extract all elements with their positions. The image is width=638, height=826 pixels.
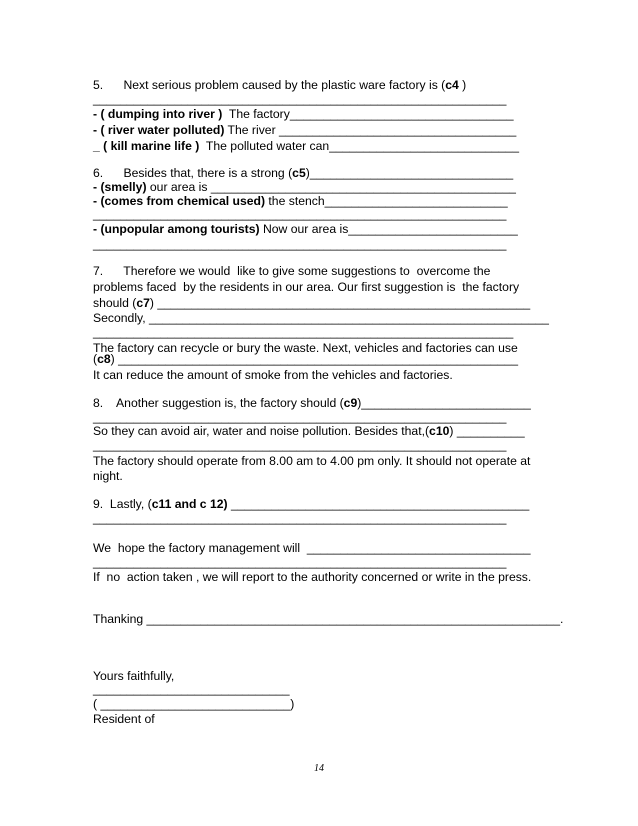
q8-blank-1: _____________________________________________________________ [93, 410, 507, 424]
q8-prompt: 8. Another suggestion is, the factory should ( [93, 396, 344, 410]
q8-blank-2: _____________________________________________________________ [93, 438, 507, 452]
q7-line-4: Secondly, ___________________________________________________________ [93, 311, 549, 325]
q7-blank-1: ______________________________________________________________ [93, 325, 514, 339]
q5-line-2 [93, 107, 514, 121]
q6-line-1 [93, 166, 513, 180]
name-line: ( ____________________________) [93, 697, 295, 711]
hope-blank: _____________________________________________________________ [93, 555, 507, 569]
q6-point-2: - (comes from chemical used) [93, 194, 266, 208]
q5-line-4 [93, 139, 519, 153]
q5-blank-2: The factory_________________________________ [225, 107, 514, 121]
q6-point-1: - (smelly) [93, 180, 147, 194]
q7-code-c7: c7 [136, 296, 150, 310]
q7-should: should ( [93, 296, 137, 310]
q8-line-1 [93, 396, 531, 410]
q9-blank-1: ____________________________________________ [227, 497, 530, 511]
q6-point-3: - (unpopular among tourists) [93, 222, 260, 236]
resident-of: Resident of [93, 712, 155, 726]
q5-point-1: - ( dumping into river ) [93, 107, 226, 121]
q6-blank-1: _____________________________________________________________ [93, 207, 507, 221]
q7-blank-c8: ) ___________________________________________________________ [110, 352, 518, 366]
q6-prompt: 6. Besides that, there is a strong ( [93, 166, 293, 180]
q6-blank-4: Now our area is_________________________ [259, 222, 518, 236]
q5-blank-1: _____________________________________________________________ [93, 92, 507, 106]
q9-code: c11 and c 12) [151, 497, 228, 511]
q8-avoid-text: So they can avoid air, water and noise pollution. Besides that,( [93, 424, 430, 438]
q6-line-2 [93, 180, 516, 194]
yours-faithfully: Yours faithfully, [93, 669, 175, 683]
thanking-line: Thanking _____________________________________________________________. [93, 612, 564, 626]
q5-prompt-end: ) [458, 78, 467, 92]
q7-code-c8: c8 [97, 352, 111, 366]
hope-line: We hope the factory management will _________________________________ [93, 541, 531, 555]
q5-line-3 [93, 123, 516, 137]
q5-blank-4: The polluted water can____________________________ [202, 139, 519, 153]
q9-blank-2: _____________________________________________________________ [93, 511, 507, 525]
q9-prompt: 9. Lastly, ( [93, 497, 152, 511]
q6-line-3 [93, 194, 508, 208]
q7-line-6: The factory can recycle or bury the waste. Next, vehicles and factories can use [93, 341, 518, 355]
q6-line-5 [93, 222, 518, 236]
signature-line: _____________________________ [93, 682, 290, 696]
q5-code: c4 [445, 78, 459, 92]
q8-line-3 [93, 424, 525, 438]
q7-line-2: problems faced by the residents in our area. Our first suggestion is the factory [93, 280, 520, 294]
q6-prompt-end: )______________________________ [305, 166, 514, 180]
q8-line-6: night. [93, 469, 123, 483]
q7-open-paren: ( [93, 352, 98, 366]
q8-code-c10: c10 [429, 424, 450, 438]
q5-point-3: _ ( kill marine life ) [93, 139, 203, 153]
q7-line-7 [93, 352, 518, 366]
q8-blank-c10: ) __________ [449, 424, 525, 438]
q9-line-1 [93, 497, 529, 511]
q5-prompt: 5. Next serious problem caused by the plastic ware factory is ( [93, 78, 446, 92]
q5-point-2: - ( river water polluted) [93, 123, 225, 137]
q6-code: c5 [292, 166, 306, 180]
q7-line-8: It can reduce the amount of smoke from the vehicles and factories. [93, 368, 453, 382]
q6-blank-2: our area is _____________________________________________ [146, 180, 516, 194]
q5-line-1 [93, 78, 466, 92]
q7-blank-c7: ) _______________________________________________________ [149, 296, 531, 310]
q8-line-5: The factory should operate from 8.00 am to 4.00 pm only. It should not operate at [93, 454, 531, 468]
q8-code-c9: c9 [343, 396, 358, 410]
q6-blank-5: _____________________________________________________________ [93, 237, 507, 251]
q7-line-1: 7. Therefore we would like to give some suggestions to overcome the [93, 264, 491, 278]
q6-blank-3: the stench___________________________ [265, 194, 508, 208]
q8-blank-c9: )_________________________ [357, 396, 531, 410]
report-line: If no action taken , we will report to the authority concerned or write in the press. [93, 570, 532, 584]
q5-blank-3: The river ___________________________________ [224, 123, 517, 137]
page-number: 14 [314, 763, 324, 774]
q7-line-3 [93, 296, 530, 310]
